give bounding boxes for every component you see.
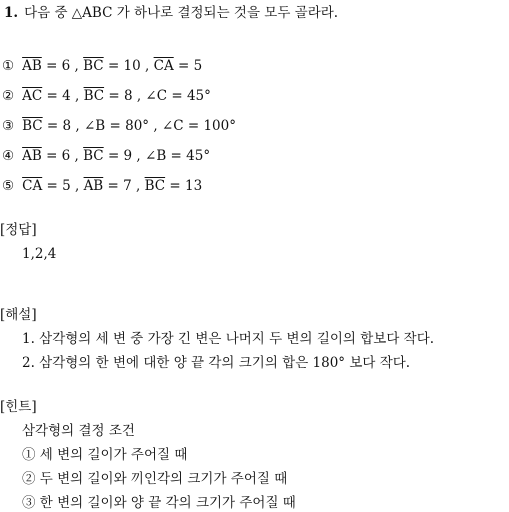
- option-text: = 5 ,: [42, 178, 84, 194]
- segment-label: $\overline{CA}$: [153, 58, 174, 74]
- hint-label: [힌트]: [0, 399, 37, 415]
- option-text: = 7 ,: [103, 178, 145, 194]
- hint-item-3: ③ 한 변의 길이와 양 끝 각의 크기가 주어질 때: [22, 495, 296, 511]
- option-text: = 5: [173, 58, 203, 74]
- segment-label: $\overline{CA}$: [22, 178, 43, 194]
- option-marker: ①: [2, 58, 15, 74]
- segment-label: $\overline{BC}$: [83, 58, 104, 74]
- explanation-label: [해설]: [0, 307, 37, 323]
- option-text: = 8 , ∠C = 45°: [104, 88, 211, 104]
- question-text: 다음 중 △ABC 가 하나로 결정되는 것을 모두 골라라.: [24, 5, 339, 21]
- segment-label: $\overline{BC}$: [144, 178, 166, 194]
- option-marker: ④: [2, 148, 15, 164]
- option-2: [2, 87, 211, 105]
- segment-label: $\overline{AB}$: [83, 178, 104, 194]
- segment-label: $\overline{AB}$: [22, 148, 42, 164]
- question-number: 1.: [4, 5, 19, 21]
- hint-intro: 삼각형의 결정 조건: [22, 423, 135, 439]
- explanation-item-2: 2. 삼각형의 한 변에 대한 양 끝 각의 크기의 합은 180° 보다 작다.: [22, 355, 411, 371]
- option-3: [2, 117, 236, 135]
- segment-label: $\overline{BC}$: [22, 118, 43, 134]
- segment-label: $\overline{BC}$: [83, 148, 104, 164]
- option-5: [2, 177, 202, 195]
- option-marker: ②: [2, 88, 15, 104]
- segment-label: $\overline{AB}$: [22, 58, 42, 74]
- option-text: = 4 ,: [42, 88, 84, 104]
- question-line: [4, 4, 338, 22]
- option-text: = 6 ,: [41, 58, 84, 74]
- hint-item-2: ② 두 변의 길이와 끼인각의 크기가 주어질 때: [22, 471, 288, 487]
- option-text: = 8 , ∠B = 80° , ∠C = 100°: [42, 118, 236, 134]
- option-text: = 6 ,: [41, 148, 84, 164]
- option-text: = 10 ,: [103, 58, 154, 74]
- option-1: [2, 57, 202, 75]
- option-marker: ⑤: [2, 178, 15, 194]
- option-4: [2, 147, 210, 165]
- option-text: = 9 , ∠B = 45°: [103, 148, 211, 164]
- segment-label: $\overline{AC}$: [22, 88, 43, 104]
- answer-label: [정답]: [0, 222, 37, 238]
- hint-item-1: ① 세 변의 길이가 주어질 때: [22, 447, 188, 463]
- segment-label: $\overline{BC}$: [83, 88, 105, 104]
- explanation-item-1: 1. 삼각형의 세 변 중 가장 긴 변은 나머지 두 변의 길이의 합보다 작다.: [22, 331, 435, 347]
- option-marker: ③: [2, 118, 15, 134]
- answer-value: 1,2,4: [22, 246, 57, 262]
- option-text: = 13: [165, 178, 203, 194]
